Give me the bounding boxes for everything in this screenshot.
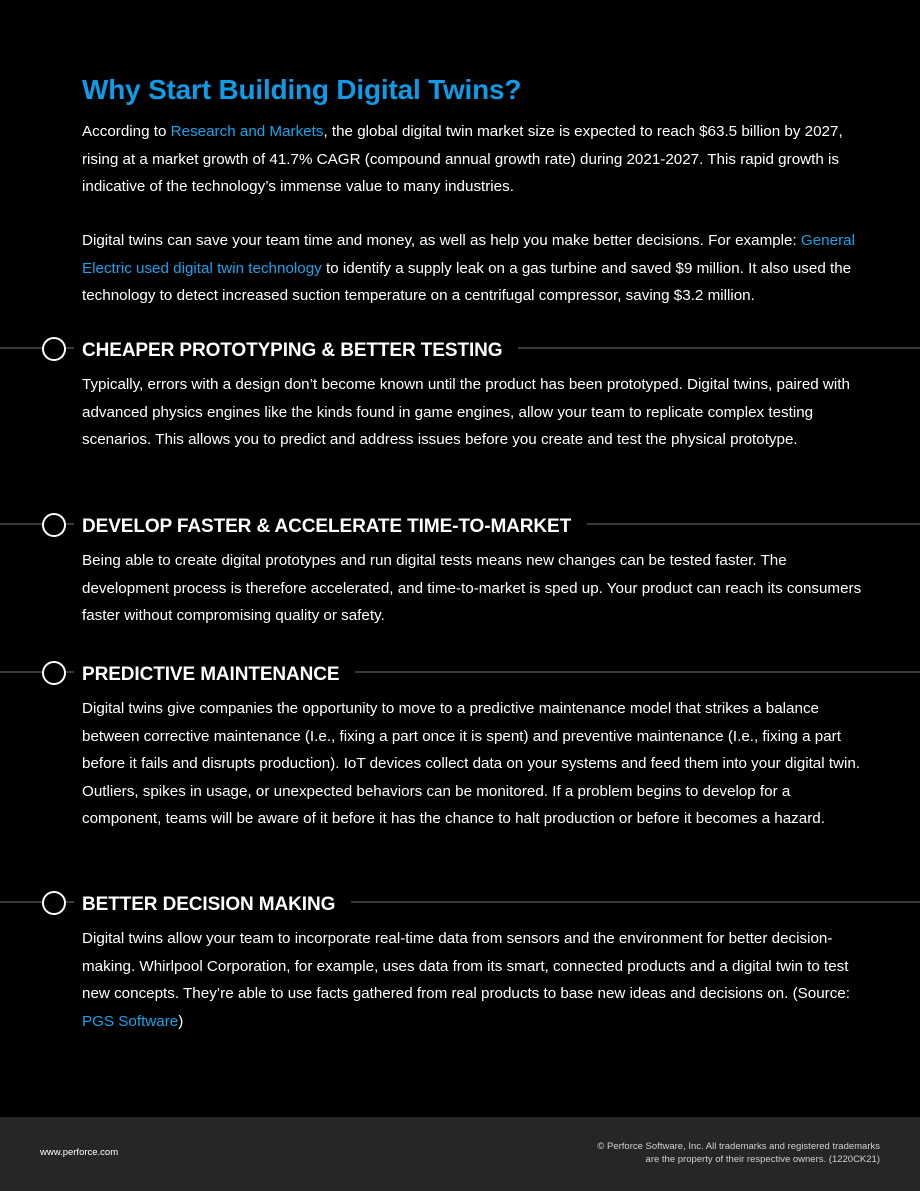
section-heading-container bbox=[74, 890, 351, 920]
circle-bullet-icon bbox=[42, 513, 66, 537]
section-heading-container bbox=[74, 660, 355, 690]
pgs-software-link[interactable]: PGS Software bbox=[82, 1012, 179, 1030]
section-heading-decision-making: BETTER DECISION MAKING bbox=[82, 894, 336, 915]
section-body-prototyping: Typically, errors with a design don’t become known until the product has been prototyped. Digital twins, paired with advanced physics engines like the kinds found in game engines, allow your team to replicate complex testing scenarios. This allows you to predict and address issues before you create and test the physical prototype. bbox=[82, 376, 850, 448]
section-heading-container bbox=[74, 336, 518, 366]
section-heading-develop-faster: DEVELOP FASTER & ACCELERATE TIME-TO-MARKET bbox=[82, 516, 572, 537]
section-body-decision-making: Digital twins allow your team to incorporate real-time data from sensors and the environment for better decision-making. Whirlpool Corporation, for example, uses data from its smart, connected products and a digital twin to test new concepts. They’re able to use facts gathered from real products to base new ideas and decisions on. (Source: PGS Software) bbox=[82, 930, 850, 1030]
footer-copyright: © Perforce Software, Inc. All trademarks and registered trademarks are the property of their respective owners. (1220CK21) bbox=[597, 1141, 880, 1165]
section-body-predictive-maintenance: Digital twins give companies the opportunity to move to a predictive maintenance model that strikes a balance between corrective maintenance (I.e., fixing a part once it is spent) and preventive maintenance (I.e., fixing a part before it fails and disrupts production). IoT devices collect data on your systems and feed them into your digital twin. Outliers, spikes in usage, or unexpected behaviors can be monitored. If a problem begins to develop for a component, teams will be aware of it before it has the chance to halt production or before it becomes a hazard. bbox=[82, 700, 861, 827]
circle-bullet-icon bbox=[42, 337, 66, 361]
circle-bullet-icon bbox=[42, 891, 66, 915]
section-body-develop-faster: Being able to create digital prototypes and run digital tests means new changes can be tested faster. The development process is therefore accelerated, and time-to-market is sped up. Your product can reach its consumers faster without compromising quality or safety. bbox=[82, 552, 862, 624]
general-electric-link[interactable]: General Electric used digital twin technology bbox=[82, 232, 855, 277]
intro-paragraph-2: Digital twins can save your team time and money, as well as help you make better decisions. For example: General Electric used digital twin technology to identify a supply leak on a gas turbine and saved $9 million. It also used the technology to detect increased suction temperature on a centrifugal compressor, saving $3.2 million. bbox=[82, 232, 855, 304]
footer-website-link[interactable]: www.perforce.com bbox=[40, 1147, 119, 1158]
section-heading-container bbox=[74, 512, 587, 542]
circle-bullet-icon bbox=[42, 661, 66, 685]
intro-paragraph-1: According to Research and Markets, the global digital twin market size is expected to reach $63.5 billion by 2027, rising at a market growth of 41.7% CAGR (compound annual growth rate) during 2021-2027. This rapid growth is indicative of the technology’s immense value to many industries. bbox=[82, 123, 843, 195]
footer bbox=[0, 1117, 920, 1191]
section-heading-prototyping: CHEAPER PROTOTYPING & BETTER TESTING bbox=[82, 340, 503, 361]
research-and-markets-link[interactable]: Research and Markets bbox=[170, 123, 324, 140]
page-title: Why Start Building Digital Twins? bbox=[82, 74, 522, 105]
section-heading-predictive-maintenance: PREDICTIVE MAINTENANCE bbox=[82, 664, 340, 685]
